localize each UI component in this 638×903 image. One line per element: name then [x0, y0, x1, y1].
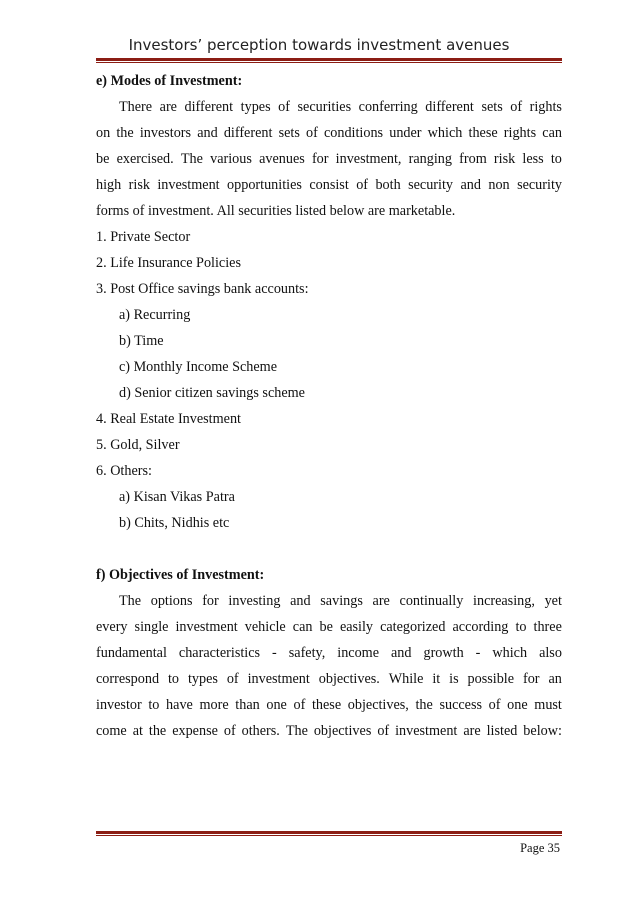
word: and: [197, 125, 218, 141]
word: an: [548, 671, 562, 687]
word: success: [439, 697, 483, 713]
word: of: [377, 723, 390, 739]
paragraph-line: [96, 666, 562, 692]
word: savings: [320, 593, 363, 609]
word: which: [427, 125, 463, 141]
word: must: [534, 697, 562, 713]
word: various: [210, 151, 252, 167]
list-item: 2. Life Insurance Policies: [96, 255, 241, 271]
running-header-title: Investors’ perception towards investment avenues: [128, 36, 510, 54]
word: for: [202, 593, 219, 609]
word: conferring: [358, 99, 418, 115]
word: safety,: [288, 645, 326, 661]
word: for: [522, 671, 540, 687]
word: are: [159, 99, 177, 115]
word: investment: [175, 619, 238, 635]
paragraph-line: [96, 718, 562, 744]
word: investment: [247, 671, 310, 687]
word: investment: [395, 723, 458, 739]
word: options: [150, 593, 193, 609]
word: to: [550, 151, 562, 167]
word: sets: [481, 99, 503, 115]
word: of: [278, 99, 290, 115]
list-item: 6. Others:: [96, 463, 152, 479]
word: the: [415, 697, 433, 713]
word: and: [460, 177, 481, 193]
word: of: [226, 671, 239, 687]
list-item: 4. Real Estate Investment: [96, 411, 241, 427]
sub-list-item: a) Kisan Vikas Patra: [119, 489, 235, 505]
word: of: [356, 177, 369, 193]
word: conditions: [323, 125, 384, 141]
word: of: [510, 99, 523, 115]
header-rule-thin: [96, 62, 562, 63]
word: single: [134, 619, 169, 635]
word: investment,: [335, 151, 402, 167]
word: rights: [503, 125, 537, 141]
paragraph-line: [96, 640, 562, 666]
word: listed: [486, 723, 518, 739]
word: consist: [309, 177, 349, 193]
word: to: [167, 671, 180, 687]
word: objectives: [313, 723, 372, 739]
word: security: [517, 177, 562, 193]
sub-list-item: a) Recurring: [119, 307, 191, 323]
word: The: [285, 723, 308, 739]
word: one: [266, 697, 287, 713]
word: investing: [228, 593, 281, 609]
word: sets: [278, 125, 300, 141]
paragraph-line: [96, 172, 562, 198]
word: below:: [523, 723, 562, 739]
section-f-paragraph: [96, 588, 562, 744]
word: yet: [544, 593, 562, 609]
paragraph-line: [96, 146, 562, 172]
footer-rule-thick: [96, 831, 562, 834]
word: objectives.: [318, 671, 380, 687]
word: -: [475, 645, 481, 661]
word: of: [488, 697, 501, 713]
word: from: [459, 151, 487, 167]
word: avenues: [259, 151, 305, 167]
word: opportunities: [227, 177, 302, 193]
paragraph-line: [96, 94, 562, 120]
word: be: [319, 619, 333, 635]
spacer: [96, 536, 562, 562]
word: risk: [128, 177, 150, 193]
word: high: [96, 177, 122, 193]
word: which: [492, 645, 528, 661]
word: fundamental: [96, 645, 167, 661]
word: characteristics: [178, 645, 261, 661]
word: and: [391, 645, 412, 661]
word: is: [449, 671, 459, 687]
word: -: [272, 645, 277, 661]
word: possible: [467, 671, 515, 687]
word: three: [533, 619, 562, 635]
page-number: Page 35: [520, 841, 560, 855]
word: than: [235, 697, 260, 713]
word: expense: [172, 723, 218, 739]
paragraph-line: forms of investment. All securities listed below are marketable.: [96, 203, 456, 219]
word: categorized: [380, 619, 446, 635]
word: can: [542, 125, 562, 141]
word: easily: [339, 619, 374, 635]
section-heading-modes: e) Modes of Investment:: [96, 73, 243, 89]
page-body: [96, 68, 562, 744]
word: objectives,: [347, 697, 409, 713]
word: one: [507, 697, 528, 713]
word: others.: [241, 723, 280, 739]
word: vehicle: [244, 619, 286, 635]
word: these: [468, 125, 498, 141]
word: also: [539, 645, 562, 661]
word: exercised.: [116, 151, 174, 167]
paragraph-line: [96, 692, 562, 718]
word: have: [166, 697, 193, 713]
word: come: [96, 723, 127, 739]
word: both: [375, 177, 401, 193]
paragraph-line: [96, 120, 562, 146]
word: can: [292, 619, 313, 635]
word: be: [96, 151, 110, 167]
word: of: [293, 697, 306, 713]
section-e-paragraph: [96, 94, 562, 224]
word: more: [199, 697, 229, 713]
word: of: [305, 125, 318, 141]
word: security: [408, 177, 454, 193]
word: The: [180, 151, 203, 167]
word: at: [132, 723, 143, 739]
word: it: [432, 671, 441, 687]
word: investment: [157, 177, 220, 193]
word: risk: [493, 151, 516, 167]
word: types: [187, 671, 218, 687]
word: non: [488, 177, 510, 193]
word: securities: [297, 99, 352, 115]
word: are: [372, 593, 390, 609]
word: rights: [529, 99, 562, 115]
list-item: 3. Post Office savings bank accounts:: [96, 281, 309, 297]
list-item: 5. Gold, Silver: [96, 437, 180, 453]
word: and: [290, 593, 311, 609]
word: according: [452, 619, 509, 635]
word: to: [148, 697, 160, 713]
word: every: [96, 619, 128, 635]
word: investors: [139, 125, 192, 141]
word: correspond: [96, 671, 160, 687]
sub-list-item: c) Monthly Income Scheme: [119, 359, 277, 375]
word: different: [425, 99, 474, 115]
word: growth: [423, 645, 464, 661]
sub-list-item: d) Senior citizen savings scheme: [119, 385, 305, 401]
word: are: [463, 723, 481, 739]
word: for: [311, 151, 329, 167]
word: investor: [96, 697, 142, 713]
word: continually: [399, 593, 464, 609]
section-heading-objectives: f) Objectives of Investment:: [96, 567, 265, 583]
word: the: [148, 723, 167, 739]
word: ranging: [408, 151, 452, 167]
word: these: [311, 697, 342, 713]
word: to: [515, 619, 527, 635]
word: While: [388, 671, 424, 687]
paragraph-line: [96, 588, 562, 614]
footer-rule-thin: [96, 835, 562, 836]
word: the: [116, 125, 134, 141]
word: increasing,: [473, 593, 535, 609]
word: different: [184, 99, 234, 115]
sub-list-item: b) Time: [119, 333, 164, 349]
header-rule-thick: [96, 58, 562, 61]
paragraph-line: [96, 614, 562, 640]
word: different: [223, 125, 273, 141]
word: under: [389, 125, 422, 141]
word: There: [119, 99, 153, 115]
sub-list-item: b) Chits, Nidhis etc: [119, 515, 230, 531]
word: The: [119, 593, 142, 609]
word: on: [96, 125, 111, 141]
word: income: [337, 645, 380, 661]
word: less: [522, 151, 544, 167]
word: types: [240, 99, 271, 115]
list-item: 1. Private Sector: [96, 229, 191, 245]
word: of: [223, 723, 236, 739]
